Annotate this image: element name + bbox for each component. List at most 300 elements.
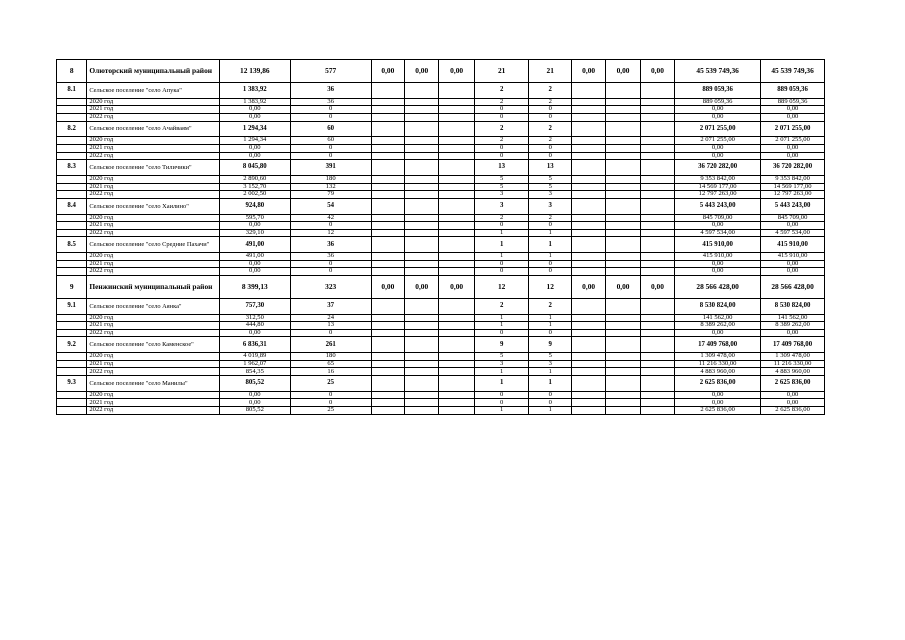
- value-cell-5: 0,00: [439, 60, 474, 83]
- settlement-row: [57, 237, 825, 253]
- district-row: [57, 275, 825, 298]
- total-cell: 11 216 330,00: [761, 360, 825, 368]
- value-cell-9: [606, 253, 640, 261]
- count-cell-7: 2: [529, 214, 571, 222]
- row-number: [57, 214, 87, 222]
- amount-cell: 2 071 255,00: [675, 121, 761, 137]
- count-cell: 12: [290, 229, 371, 237]
- value-cell-10: [640, 191, 674, 199]
- count-cell: 24: [290, 314, 371, 322]
- value-cell-4: [405, 113, 439, 121]
- value-cell-10: [640, 268, 674, 276]
- value-cell-4: [405, 268, 439, 276]
- value-cell-4: [405, 391, 439, 399]
- value-cell-10: [640, 144, 674, 152]
- value-cell-4: [405, 152, 439, 160]
- count-cell-6: 21: [474, 60, 529, 83]
- settlement-row: [57, 198, 825, 214]
- area-cell: 491,00: [219, 237, 290, 253]
- count-cell-6: 1: [474, 229, 529, 237]
- count-cell: 25: [290, 407, 371, 415]
- value-cell-9: [606, 391, 640, 399]
- value-cell-4: [405, 106, 439, 114]
- year-row: [57, 106, 825, 114]
- year-row: [57, 175, 825, 183]
- count-cell-7: 2: [529, 121, 571, 137]
- value-cell-5: [439, 268, 474, 276]
- value-cell-10: [640, 237, 674, 253]
- row-number: 8: [57, 60, 87, 83]
- value-cell-9: [606, 399, 640, 407]
- total-cell: 5 443 243,00: [761, 198, 825, 214]
- count-cell-6: 1: [474, 368, 529, 376]
- total-cell: 14 569 177,00: [761, 183, 825, 191]
- area-cell: 0,00: [219, 391, 290, 399]
- value-cell-3: [371, 260, 404, 268]
- value-cell-10: [640, 183, 674, 191]
- row-number: [57, 268, 87, 276]
- row-number: [57, 98, 87, 106]
- row-name: Сельское поселение "село Средние Пахачи": [87, 237, 220, 253]
- value-cell-10: [640, 368, 674, 376]
- value-cell-5: [439, 183, 474, 191]
- value-cell-3: [371, 268, 404, 276]
- row-number: 9.1: [57, 298, 87, 314]
- value-cell-5: [439, 83, 474, 99]
- value-cell-4: [405, 98, 439, 106]
- value-cell-10: [640, 407, 674, 415]
- area-cell: 0,00: [219, 268, 290, 276]
- count-cell-7: 1: [529, 237, 571, 253]
- row-number: 8.3: [57, 160, 87, 176]
- area-cell: 1 962,07: [219, 360, 290, 368]
- value-cell-3: [371, 160, 404, 176]
- area-cell: 444,80: [219, 322, 290, 330]
- amount-cell: 11 216 330,00: [675, 360, 761, 368]
- total-cell: 8 389 262,00: [761, 322, 825, 330]
- row-name: 2022 год: [87, 113, 220, 121]
- row-number: 8.2: [57, 121, 87, 137]
- total-cell: 2 625 836,00: [761, 376, 825, 392]
- value-cell-8: [571, 98, 605, 106]
- count-cell: 0: [290, 391, 371, 399]
- count-cell: 36: [290, 83, 371, 99]
- value-cell-3: [371, 229, 404, 237]
- value-cell-8: [571, 222, 605, 230]
- value-cell-10: [640, 152, 674, 160]
- year-row: [57, 214, 825, 222]
- year-row: [57, 191, 825, 199]
- count-cell: 0: [290, 144, 371, 152]
- area-cell: 924,80: [219, 198, 290, 214]
- value-cell-10: [640, 399, 674, 407]
- value-cell-8: [571, 337, 605, 353]
- count-cell: 261: [290, 337, 371, 353]
- value-cell-8: [571, 253, 605, 261]
- year-row: [57, 253, 825, 261]
- area-cell: 8 045,80: [219, 160, 290, 176]
- area-cell: 12 139,86: [219, 60, 290, 83]
- value-cell-9: [606, 222, 640, 230]
- count-cell-6: 2: [474, 121, 529, 137]
- value-cell-5: [439, 106, 474, 114]
- area-cell: 0,00: [219, 222, 290, 230]
- value-cell-9: [606, 137, 640, 145]
- row-number: [57, 253, 87, 261]
- value-cell-9: [606, 314, 640, 322]
- count-cell: 132: [290, 183, 371, 191]
- value-cell-9: [606, 121, 640, 137]
- row-name: 2022 год: [87, 191, 220, 199]
- area-cell: 0,00: [219, 399, 290, 407]
- value-cell-5: [439, 121, 474, 137]
- amount-cell: 0,00: [675, 399, 761, 407]
- year-row: [57, 368, 825, 376]
- count-cell: 577: [290, 60, 371, 83]
- value-cell-8: [571, 399, 605, 407]
- value-cell-4: [405, 298, 439, 314]
- count-cell-7: 0: [529, 329, 571, 337]
- value-cell-4: [405, 353, 439, 361]
- value-cell-9: [606, 113, 640, 121]
- amount-cell: 28 566 428,00: [675, 275, 761, 298]
- value-cell-4: [405, 329, 439, 337]
- value-cell-9: [606, 198, 640, 214]
- year-row: [57, 314, 825, 322]
- year-row: [57, 322, 825, 330]
- value-cell-5: [439, 222, 474, 230]
- value-cell-5: [439, 191, 474, 199]
- value-cell-8: [571, 260, 605, 268]
- value-cell-9: 0,00: [606, 60, 640, 83]
- row-number: [57, 106, 87, 114]
- value-cell-10: [640, 391, 674, 399]
- row-number: 8.4: [57, 198, 87, 214]
- row-name: 2022 год: [87, 329, 220, 337]
- value-cell-10: [640, 253, 674, 261]
- year-row: [57, 98, 825, 106]
- value-cell-4: [405, 222, 439, 230]
- count-cell-6: 0: [474, 399, 529, 407]
- count-cell-6: 2: [474, 137, 529, 145]
- value-cell-8: [571, 322, 605, 330]
- value-cell-9: [606, 376, 640, 392]
- value-cell-3: [371, 337, 404, 353]
- value-cell-10: [640, 298, 674, 314]
- value-cell-8: [571, 83, 605, 99]
- amount-cell: 0,00: [675, 391, 761, 399]
- row-name: 2022 год: [87, 268, 220, 276]
- amount-cell: 36 720 282,00: [675, 160, 761, 176]
- value-cell-9: [606, 322, 640, 330]
- value-cell-8: [571, 175, 605, 183]
- settlement-row: [57, 376, 825, 392]
- area-cell: 0,00: [219, 329, 290, 337]
- total-cell: 0,00: [761, 152, 825, 160]
- count-cell-7: 2: [529, 298, 571, 314]
- year-row: [57, 222, 825, 230]
- count-cell-6: 0: [474, 106, 529, 114]
- value-cell-4: [405, 191, 439, 199]
- row-number: [57, 183, 87, 191]
- district-row: [57, 60, 825, 83]
- row-name: 2020 год: [87, 314, 220, 322]
- count-cell-6: 2: [474, 83, 529, 99]
- row-name: 2021 год: [87, 106, 220, 114]
- value-cell-3: [371, 106, 404, 114]
- row-name: 2021 год: [87, 183, 220, 191]
- value-cell-3: [371, 152, 404, 160]
- total-cell: 0,00: [761, 144, 825, 152]
- value-cell-5: [439, 399, 474, 407]
- value-cell-4: 0,00: [405, 275, 439, 298]
- area-cell: 805,52: [219, 376, 290, 392]
- row-number: [57, 329, 87, 337]
- settlement-row: [57, 160, 825, 176]
- value-cell-5: [439, 137, 474, 145]
- count-cell-7: 1: [529, 407, 571, 415]
- count-cell-6: 0: [474, 268, 529, 276]
- value-cell-3: [371, 314, 404, 322]
- row-name: 2022 год: [87, 368, 220, 376]
- row-name: 2020 год: [87, 175, 220, 183]
- count-cell-7: 1: [529, 368, 571, 376]
- value-cell-8: [571, 376, 605, 392]
- value-cell-4: [405, 253, 439, 261]
- count-cell: 42: [290, 214, 371, 222]
- value-cell-3: [371, 253, 404, 261]
- count-cell-6: 0: [474, 152, 529, 160]
- row-number: 8.1: [57, 83, 87, 99]
- year-row: [57, 329, 825, 337]
- value-cell-8: [571, 360, 605, 368]
- value-cell-8: [571, 368, 605, 376]
- amount-cell: 0,00: [675, 268, 761, 276]
- value-cell-3: [371, 144, 404, 152]
- value-cell-10: [640, 337, 674, 353]
- value-cell-4: [405, 360, 439, 368]
- total-cell: 17 409 768,00: [761, 337, 825, 353]
- value-cell-5: [439, 175, 474, 183]
- value-cell-5: [439, 368, 474, 376]
- value-cell-10: [640, 175, 674, 183]
- total-cell: 889 059,36: [761, 83, 825, 99]
- area-cell: 0,00: [219, 260, 290, 268]
- count-cell-7: 5: [529, 353, 571, 361]
- count-cell-6: 0: [474, 144, 529, 152]
- total-cell: 415 910,00: [761, 237, 825, 253]
- count-cell-7: 3: [529, 360, 571, 368]
- area-cell: 1 294,34: [219, 121, 290, 137]
- count-cell-7: 9: [529, 337, 571, 353]
- total-cell: 12 797 263,00: [761, 191, 825, 199]
- value-cell-10: 0,00: [640, 275, 674, 298]
- area-cell: 757,30: [219, 298, 290, 314]
- value-cell-4: 0,00: [405, 60, 439, 83]
- year-row: [57, 183, 825, 191]
- count-cell: 0: [290, 106, 371, 114]
- value-cell-3: [371, 237, 404, 253]
- total-cell: 0,00: [761, 268, 825, 276]
- total-cell: 0,00: [761, 329, 825, 337]
- row-name: Сельское поселение "село Аянка": [87, 298, 220, 314]
- data-table: [56, 59, 825, 415]
- amount-cell: 8 389 262,00: [675, 322, 761, 330]
- row-number: [57, 222, 87, 230]
- row-name: 2020 год: [87, 353, 220, 361]
- value-cell-9: [606, 268, 640, 276]
- year-row: [57, 268, 825, 276]
- count-cell-7: 2: [529, 137, 571, 145]
- value-cell-9: [606, 229, 640, 237]
- value-cell-10: [640, 121, 674, 137]
- total-cell: 0,00: [761, 113, 825, 121]
- value-cell-10: [640, 113, 674, 121]
- count-cell-6: 0: [474, 329, 529, 337]
- total-cell: 889 059,36: [761, 98, 825, 106]
- count-cell-7: 2: [529, 98, 571, 106]
- value-cell-8: [571, 137, 605, 145]
- settlement-row: [57, 337, 825, 353]
- row-number: [57, 175, 87, 183]
- total-cell: 0,00: [761, 399, 825, 407]
- row-name: 2022 год: [87, 229, 220, 237]
- value-cell-4: [405, 368, 439, 376]
- total-cell: 141 562,00: [761, 314, 825, 322]
- count-cell-7: 5: [529, 183, 571, 191]
- row-name: Сельское поселение "село Манилы": [87, 376, 220, 392]
- value-cell-9: [606, 214, 640, 222]
- total-cell: 4 597 534,00: [761, 229, 825, 237]
- value-cell-4: [405, 376, 439, 392]
- total-cell: 4 883 960,00: [761, 368, 825, 376]
- value-cell-10: [640, 360, 674, 368]
- value-cell-10: [640, 376, 674, 392]
- value-cell-5: [439, 253, 474, 261]
- value-cell-10: [640, 229, 674, 237]
- count-cell-6: 5: [474, 353, 529, 361]
- row-name: 2020 год: [87, 391, 220, 399]
- amount-cell: 889 059,36: [675, 83, 761, 99]
- row-name: 2020 год: [87, 214, 220, 222]
- area-cell: 0,00: [219, 113, 290, 121]
- row-name: Сельское поселение "село Хаилино": [87, 198, 220, 214]
- value-cell-9: [606, 329, 640, 337]
- year-row: [57, 399, 825, 407]
- row-number: 9.2: [57, 337, 87, 353]
- value-cell-5: [439, 214, 474, 222]
- area-cell: 2 890,60: [219, 175, 290, 183]
- area-cell: 4 019,89: [219, 353, 290, 361]
- value-cell-10: 0,00: [640, 60, 674, 83]
- value-cell-8: [571, 198, 605, 214]
- count-cell-6: 0: [474, 260, 529, 268]
- value-cell-4: [405, 144, 439, 152]
- count-cell-6: 1: [474, 322, 529, 330]
- value-cell-9: [606, 353, 640, 361]
- value-cell-10: [640, 198, 674, 214]
- count-cell-7: 21: [529, 60, 571, 83]
- value-cell-10: [640, 260, 674, 268]
- value-cell-9: [606, 337, 640, 353]
- value-cell-9: [606, 237, 640, 253]
- total-cell: 9 353 842,00: [761, 175, 825, 183]
- value-cell-8: [571, 191, 605, 199]
- value-cell-9: [606, 183, 640, 191]
- value-cell-4: [405, 160, 439, 176]
- row-name: Сельское поселение "село Ачайваям": [87, 121, 220, 137]
- amount-cell: 415 910,00: [675, 253, 761, 261]
- value-cell-3: [371, 113, 404, 121]
- year-row: [57, 113, 825, 121]
- settlement-row: [57, 298, 825, 314]
- value-cell-5: [439, 407, 474, 415]
- value-cell-8: [571, 113, 605, 121]
- amount-cell: 12 797 263,00: [675, 191, 761, 199]
- count-cell: 0: [290, 268, 371, 276]
- value-cell-10: [640, 322, 674, 330]
- value-cell-5: 0,00: [439, 275, 474, 298]
- value-cell-10: [640, 353, 674, 361]
- count-cell-7: 0: [529, 222, 571, 230]
- value-cell-3: [371, 353, 404, 361]
- value-cell-10: [640, 222, 674, 230]
- count-cell-7: 5: [529, 175, 571, 183]
- count-cell: 180: [290, 175, 371, 183]
- amount-cell: 0,00: [675, 260, 761, 268]
- value-cell-5: [439, 160, 474, 176]
- row-number: [57, 399, 87, 407]
- value-cell-3: [371, 83, 404, 99]
- value-cell-4: [405, 214, 439, 222]
- year-row: [57, 391, 825, 399]
- value-cell-8: [571, 144, 605, 152]
- value-cell-3: [371, 391, 404, 399]
- value-cell-9: [606, 144, 640, 152]
- value-cell-3: [371, 407, 404, 415]
- row-name: 2020 год: [87, 98, 220, 106]
- count-cell-7: 1: [529, 322, 571, 330]
- count-cell-6: 5: [474, 175, 529, 183]
- value-cell-8: [571, 268, 605, 276]
- value-cell-8: [571, 160, 605, 176]
- row-name: 2022 год: [87, 407, 220, 415]
- row-number: 9: [57, 275, 87, 298]
- settlement-row: [57, 83, 825, 99]
- count-cell-7: 12: [529, 275, 571, 298]
- count-cell-7: 0: [529, 113, 571, 121]
- count-cell-6: 0: [474, 113, 529, 121]
- value-cell-8: [571, 391, 605, 399]
- value-cell-8: [571, 121, 605, 137]
- total-cell: 0,00: [761, 391, 825, 399]
- table-body: [57, 60, 825, 415]
- value-cell-3: [371, 376, 404, 392]
- value-cell-5: [439, 337, 474, 353]
- value-cell-10: [640, 83, 674, 99]
- total-cell: 8 530 824,00: [761, 298, 825, 314]
- area-cell: 0,00: [219, 144, 290, 152]
- row-number: [57, 113, 87, 121]
- value-cell-9: [606, 298, 640, 314]
- row-number: [57, 391, 87, 399]
- value-cell-4: [405, 183, 439, 191]
- amount-cell: 415 910,00: [675, 237, 761, 253]
- value-cell-8: [571, 214, 605, 222]
- count-cell-7: 1: [529, 229, 571, 237]
- amount-cell: 141 562,00: [675, 314, 761, 322]
- count-cell: 25: [290, 376, 371, 392]
